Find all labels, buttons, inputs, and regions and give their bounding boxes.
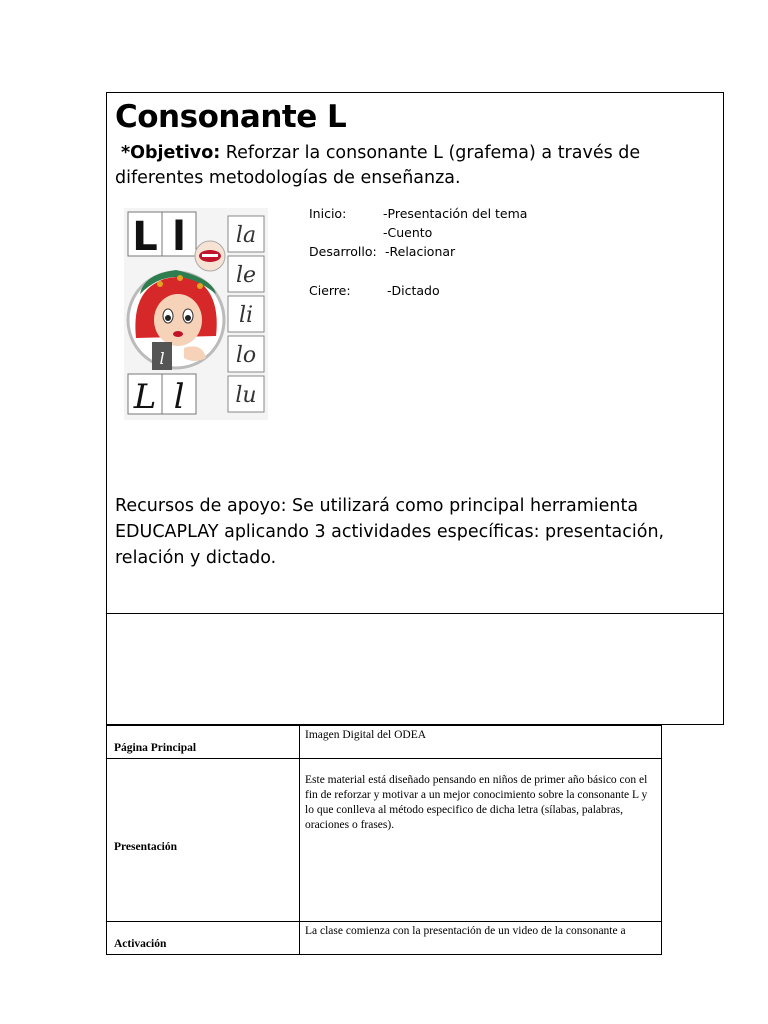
syllable-lo: lo <box>235 343 257 368</box>
row-value: La clase comienza con la presentación de un video de la consonante a <box>300 922 662 955</box>
cursive-l-letter: l <box>173 377 185 417</box>
plan-label: Cierre: <box>309 283 351 298</box>
table-row <box>107 922 662 955</box>
letter-l-illustration <box>124 208 268 420</box>
support-resources: Recursos de apoyo: Se utilizará como principal herramienta EDUCAPLAY aplicando 3 actividades específicas: presentación, relación y dictado. <box>115 496 665 568</box>
cursive-L-letter: L <box>133 377 157 417</box>
plan-value: -Relacionar <box>385 244 456 259</box>
plan-value: -Cuento <box>383 225 433 240</box>
table-row <box>107 759 662 922</box>
plan-value: -Presentación del tema <box>383 206 528 221</box>
page-title: Consonante L <box>115 99 347 135</box>
syllable-lu: lu <box>235 383 257 408</box>
section-divider <box>107 613 723 614</box>
svg-text:l: l <box>159 349 165 368</box>
odea-table <box>106 725 662 955</box>
plan-value: -Dictado <box>387 283 440 298</box>
row-value: Este material está diseñado pensando en niños de primer año básico con el fin de reforzar y motivar a un mejor conocimiento sobre la consonante L y lo que conlleva al método especifico de dicha letra (sílabas, palabras, oraciones o frases). <box>300 759 662 922</box>
print-L-letter: L <box>132 214 158 260</box>
row-value: Imagen Digital del ODEA <box>300 726 662 759</box>
row-label: Activación <box>107 922 300 955</box>
objective-text: Reforzar la consonante L (grafema) a través de diferentes metodologías de enseñanza. <box>115 143 641 188</box>
plan-label: Inicio: <box>309 206 347 221</box>
row-label: Página Principal <box>107 726 300 759</box>
plan-label: Desarrollo: <box>309 244 377 259</box>
syllable-la: la <box>235 223 257 248</box>
print-l-letter: l <box>172 214 186 260</box>
row-label: Presentación <box>107 759 300 922</box>
syllable-li: li <box>238 303 254 328</box>
objective-label: *Objetivo: <box>121 143 221 163</box>
objective <box>115 141 715 191</box>
lesson-card <box>106 92 724 725</box>
syllable-le: le <box>235 263 257 288</box>
table-row <box>107 726 662 759</box>
